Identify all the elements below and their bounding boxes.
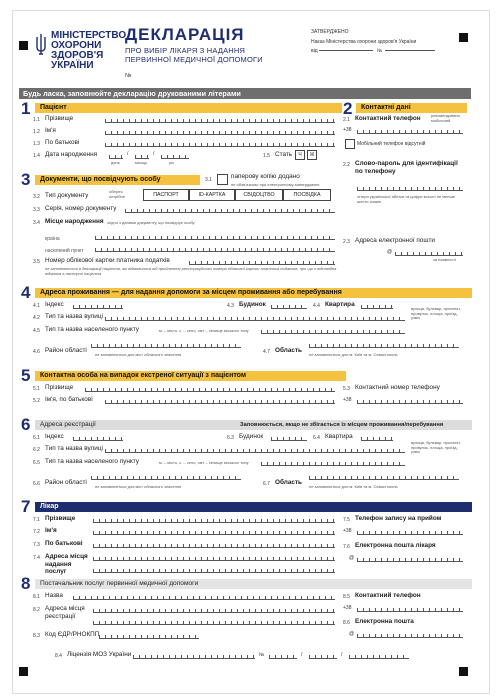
sex-female-option[interactable]: Ж [307,150,317,160]
reg-index-field[interactable] [73,437,123,441]
field-number: 7.6 [343,544,350,550]
date-separator: / [341,652,343,658]
doc-option-residence-permit[interactable]: ПОСВІДКА [283,189,331,201]
approval-number-label: № [377,48,383,54]
provider-name-field[interactable] [73,596,335,600]
provider-phone-field[interactable] [357,608,463,612]
reg-region-field[interactable] [309,476,459,480]
emergency-name-label: Ім'я, по батькові [45,396,93,403]
doctor-patronymic-label: По батькові [45,540,83,547]
contact-phone-field[interactable] [357,130,463,134]
no-mobile-checkbox[interactable] [345,139,355,149]
doctor-surname-label: Прізвище [45,515,76,522]
doctor-name-field[interactable] [93,531,335,535]
field-number: 6.2 [33,447,40,453]
doc-option-passport[interactable]: ПАСПОРТ [143,189,189,201]
patient-patronymic-label: По батькові [45,139,80,146]
appointment-phone-label: Телефон запису на прийом [355,515,442,522]
tax-number-label: Номер облікової картки платника податків [45,257,170,264]
birthplace-hint: згідно з даними документу, що посвідчує особу [107,220,195,225]
settlement-field[interactable] [261,330,405,334]
field-number: 7.4 [33,555,40,561]
field-number: 3.2 [33,194,40,200]
date-separator: / [153,151,155,157]
approved-label: ЗАТВЕРДЖЕНО [311,29,349,35]
birth-country-field[interactable] [95,236,335,240]
field-number: 2.3 [343,239,350,245]
building-label: Будинок [239,301,266,308]
emergency-name-field[interactable] [105,400,335,404]
field-number: 7.2 [33,529,40,535]
section-7-number: 7 [21,497,31,516]
reg-region-hint: не заповнюється для м. Київ та м. Севастополь [309,484,398,489]
at-sign: @ [349,555,355,561]
birthplace-label: Місце народження [45,218,104,225]
provider-code-field[interactable] [99,635,199,639]
patient-patronymic-field[interactable] [105,143,335,147]
license-number-sign: № [259,652,265,658]
reg-district-field[interactable] [91,476,241,480]
field-number: 4.2 [33,315,40,321]
district-label: Район області [45,347,87,354]
form-sheet [12,10,490,694]
document-type-label: Тип документу [45,192,89,199]
field-number: 1.2 [33,129,40,135]
emergency-phone-field[interactable] [357,400,463,404]
field-number: 3.3 [33,207,40,213]
field-number: 8.4 [55,653,62,659]
month-hint: місяць [135,160,148,165]
field-number: 8.1 [33,594,40,600]
settlement-hint: м. – місто, с. – село, смт – селище міського типу [159,328,249,333]
document-number-field[interactable] [125,209,335,213]
section-6-title: Адреса реєстрації [40,421,96,428]
provider-address-field-1[interactable] [93,609,335,613]
day-hint: день [111,160,120,165]
field-number: 4.1 [33,303,40,309]
at-sign: @ [387,249,393,255]
patient-name-label: Ім'я [45,127,56,134]
field-number: 6.1 [33,435,40,441]
field-number: 4.5 [33,328,40,334]
date-separator: / [301,652,303,658]
doctor-email-label: Електронна пошта лікаря [355,542,436,549]
sex-label: Стать [275,151,293,158]
reg-street-label: Тип та назва вулиці [45,445,103,452]
email-label: Адреса електронної пошти [355,237,435,244]
provider-address-field-2[interactable] [93,621,335,625]
section-4-header: Адреса проживання — для надання допомоги за місцем проживання або перебування [35,288,472,298]
license-label: Ліцензія МОЗ України [67,651,132,658]
appointment-phone-field[interactable] [357,531,463,535]
street-field[interactable] [105,317,405,321]
birth-month-field[interactable] [135,155,149,159]
reg-district-hint: не заповнюється для міст обласного значення [95,484,182,489]
trident-icon [35,33,47,55]
field-number: 1.4 [33,153,40,159]
doctor-address-field-1[interactable] [93,557,335,561]
corner-marker-top-left [19,41,28,50]
field-number: 6.3 [227,435,234,441]
birth-year-field[interactable] [161,155,189,159]
apartment-label: Квартира [325,301,355,308]
section-6-number: 6 [21,415,31,434]
field-number: 4.3 [227,303,234,309]
field-number: 7.1 [33,517,40,523]
ministry-name: МІНІСТЕРСТВО ОХОРОНИ ЗДОРОВ'Я УКРАЇНИ [51,30,127,71]
country-label: країна [45,236,60,242]
provider-email-label: Електронна пошта [355,618,414,625]
doc-option-id-card[interactable]: ID-КАРТКА [189,189,235,201]
corner-marker-bottom-left [19,667,28,676]
document-number-label: Серія, номер документу [45,205,117,212]
approved-by: Наказ Міністерства охорони здоров'я України [311,39,417,45]
field-number: 6.5 [33,460,40,466]
year-hint: рік [169,160,174,165]
field-number: 3.4 [33,220,40,226]
phone-code: +38 [343,127,352,133]
section-3-header: Документи, що посвідчують особу [35,175,200,185]
section-5-header: Контактна особа на випадок екстреної ситуації з пацієнтом [35,371,346,381]
field-number: 2.1 [343,117,350,123]
provider-phone-label: Контактний телефон [355,592,421,599]
password-label: Слово-пароль для ідентифікації по телефону [355,160,458,175]
city-label: населений пункт [45,248,84,254]
field-number: 3.1 [205,177,212,183]
section-4-number: 4 [21,283,31,302]
section-1-header: Пацієнт [35,103,342,113]
field-number: 2.2 [343,162,350,168]
section-8-header: Постачальник послуг первинної медичної допомоги [35,579,472,589]
provider-address-label: Адреса місця реєстрації [45,605,85,620]
patient-surname-label: Прізвище [45,115,74,122]
reg-apartment-label: Квартира [325,433,353,440]
date-separator: / [127,151,129,157]
reg-index-label: Індекс [45,433,64,440]
instruction-banner: Будь ласка, заповнюйте декларацію друкованими літерами [19,88,471,99]
index-label: Індекс [45,301,64,308]
phone-code: +38 [343,605,352,611]
field-number: 8.3 [33,633,40,639]
reg-settlement-field[interactable] [261,462,405,466]
field-number: 8.5 [343,594,350,600]
reg-district-label: Район області [45,479,87,486]
license-number-field[interactable] [269,655,297,659]
contact-phone-hint: рекомендовано мобільний [431,113,460,123]
form-subtitle: ПРО ВИБІР ЛІКАРЯ З НАДАННЯ ПЕРВИННОЇ МЕДИЧНОЇ ДОПОМОГИ [125,46,263,64]
reg-street-type-hint: вулиця, бульвар, проспект, провулок, площа, проїзд, узвіз [411,440,461,454]
birth-day-field[interactable] [109,155,123,159]
phone-code: +38 [343,397,352,403]
provider-code-label: Код ЄДР/РНОКПП [45,631,100,638]
field-number: 8.2 [33,607,40,613]
region-label: Область [275,347,302,354]
section-6-header [35,420,472,430]
section-5-number: 5 [21,366,31,385]
field-number: 5.2 [33,398,40,404]
declaration-number-label: № [125,73,132,79]
index-field[interactable] [73,305,123,309]
provider-name-label: Назва [45,592,63,599]
field-number: 4.7 [263,349,270,355]
field-number: 4.4 [313,303,320,309]
field-number: 5.1 [33,386,40,392]
sex-male-option[interactable]: Ч [295,150,305,160]
field-number: 7.5 [343,517,350,523]
field-number: 1.3 [33,141,40,147]
field-number: 8.6 [343,620,350,626]
doctor-address-field-2[interactable] [93,569,335,573]
contact-phone-label: Контактний телефон [355,115,421,122]
section-3-number: 3 [21,170,31,189]
emergency-phone-label: Контактний номер телефону [355,384,440,391]
field-number: 6.4 [313,435,320,441]
doctor-patronymic-field[interactable] [93,544,335,548]
email-field[interactable] [395,252,463,256]
reg-settlement-label: Тип та назва населеного пункту [45,458,139,465]
approval-number-field[interactable] [385,47,435,51]
street-label: Тип та назва вулиці [45,313,103,320]
doctor-surname-field[interactable] [93,519,335,523]
at-sign: @ [349,631,355,637]
district-field[interactable] [91,344,241,348]
emergency-surname-label: Прізвище [45,384,74,391]
reg-region-label: Область [275,479,302,486]
approval-date-label: від [311,48,318,54]
emergency-surname-field[interactable] [85,388,335,392]
paper-copy-hint: не обов'язково при електронному затвердженні [231,182,320,187]
section-2-number: 2 [343,99,353,118]
reg-settlement-hint: м. – місто, с. – село, смт – селище міського типу [159,460,249,465]
corner-marker-bottom-right [459,667,468,676]
corner-marker-top-right [459,33,468,42]
provider-email-field[interactable] [357,634,463,638]
tax-number-field[interactable] [189,261,335,265]
tax-number-hint: не заповнюється в декларації пацієнта, які відмовилися від прийняття реєстраційного номера облікової картки платника податків, про що є відповідна відмітка в паспорті пацієнта [45,266,337,276]
form-title: ДЕКЛАРАЦІЯ [125,25,245,44]
doctor-address-label: Адреса місця надання послуг [45,553,88,575]
field-number: 3.5 [33,259,40,265]
patient-surname-field[interactable] [105,119,335,123]
license-date-field[interactable] [309,655,337,659]
doctor-name-label: Ім'я [45,527,57,534]
reg-street-field[interactable] [105,449,405,453]
doctor-email-field[interactable] [357,558,463,562]
reg-apartment-field[interactable] [361,437,393,441]
field-number: 7.3 [33,542,40,548]
phone-code: +38 [343,528,352,534]
district-hint: не заповнюється для міст обласного значення [95,352,182,357]
doc-option-certificate[interactable]: СВІДОЦТВО [235,189,283,201]
paper-copy-checkbox[interactable] [217,174,228,185]
region-hint: не заповнюється для м. Київ та м. Севастополь [309,352,398,357]
license-year-field[interactable] [349,655,409,659]
field-number: 5.3 [343,386,350,392]
birth-date-label: Дата народження [45,151,98,158]
section-1-number: 1 [21,99,31,118]
apartment-field[interactable] [361,305,393,309]
birth-city-field[interactable] [95,248,335,252]
password-field[interactable] [357,187,463,191]
field-number: 4.6 [33,349,40,355]
section-8-number: 8 [21,574,31,593]
section-6-note: Заповнюється, якщо не збігається із місцем проживання/перебування [240,422,444,428]
no-mobile-label: Мобільний телефон відсутній [357,141,426,147]
settlement-label: Тип та назва населеного пункту [45,326,139,333]
street-type-hint: вулиця, бульвар, проспект, провулок, площа, проїзд, узвіз [411,306,461,320]
section-2-header: Контактні дані [356,103,467,113]
field-number: 1.5 [263,153,270,159]
section-7-header: Лікар [35,502,472,512]
building-field[interactable] [271,305,307,309]
patient-name-field[interactable] [105,131,335,135]
email-hint: за наявності [433,257,457,262]
reg-building-field[interactable] [271,437,307,441]
field-number: 6.6 [33,481,40,487]
region-field[interactable] [309,344,459,348]
license-series-field[interactable] [133,655,255,659]
password-hint: літери української абетки та цифри всього не менше шести знаків [357,194,455,204]
approval-date-field[interactable] [319,47,373,51]
field-number: 1.1 [33,117,40,123]
reg-building-label: Будинок [239,433,264,440]
document-type-hint: оберіть потрібне [109,189,125,199]
paper-copy-label: паперову копію додано [231,173,300,180]
field-number: 6.7 [263,481,270,487]
